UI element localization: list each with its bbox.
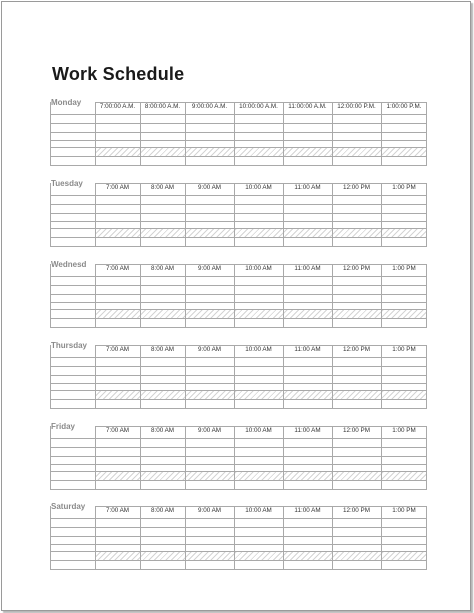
time-slot-header: 9:00 AM	[197, 184, 222, 191]
grid-column-line	[50, 264, 51, 328]
time-slot-header: 7:00 AM	[105, 346, 130, 353]
grid-row-line	[50, 156, 427, 157]
grid-row-line	[50, 237, 427, 238]
day-section-wednesd	[50, 260, 427, 328]
schedule-page	[1, 1, 471, 611]
grid-row-line	[50, 489, 427, 490]
day-section-saturday	[50, 502, 427, 570]
grid-row-line	[50, 390, 427, 391]
time-slot-header: 7:00:00 A.M.	[99, 103, 136, 110]
grid-row-line	[50, 471, 427, 472]
time-slot-header: 12:00 PM	[343, 346, 370, 353]
grid-row-line	[50, 456, 427, 457]
time-slot-header: 1:00 PM	[392, 507, 416, 514]
time-slot-header: 11:00:00 A.M.	[288, 103, 327, 110]
schedule-grid	[50, 426, 427, 490]
time-slot-header: 10:00 AM	[245, 265, 272, 272]
grid-row-line	[50, 551, 427, 552]
grid-row-line	[50, 560, 427, 561]
grid-row-line	[50, 114, 427, 115]
grid-column-line	[50, 102, 51, 166]
grid-row-line	[50, 447, 427, 448]
time-slot-header: 10:00 AM	[245, 184, 272, 191]
time-slot-header: 7:00 AM	[105, 265, 130, 272]
grid-row-line	[50, 357, 427, 358]
grid-row-line	[50, 302, 427, 303]
grid-row-line	[50, 366, 427, 367]
time-slot-header: 12:00 PM	[343, 265, 370, 272]
schedule-grid	[50, 102, 427, 166]
break-row-hatch	[95, 390, 427, 399]
grid-row-line	[50, 213, 427, 214]
time-slot-header: 9:00 AM	[197, 265, 222, 272]
time-slot-header: 1:00 PM	[392, 265, 416, 272]
break-row-hatch	[95, 471, 427, 480]
grid-row-line	[50, 408, 427, 409]
grid-row-line	[50, 527, 427, 528]
grid-row-line	[50, 480, 427, 481]
time-slot-header: 11:00 AM	[294, 507, 321, 514]
schedule-grid	[50, 264, 427, 328]
day-label: Monday	[51, 98, 82, 107]
time-slot-header: 11:00 AM	[294, 184, 321, 191]
grid-row-line	[50, 285, 427, 286]
time-slot-header: 1:00 PM	[392, 346, 416, 353]
time-slot-header: 7:00 AM	[105, 184, 130, 191]
day-label: Friday	[51, 422, 76, 431]
page-title: Work Schedule	[52, 64, 185, 84]
day-label: Wednesd	[51, 260, 87, 269]
grid-row-line	[50, 276, 427, 277]
grid-row-line	[50, 518, 427, 519]
grid-row-line	[50, 309, 427, 310]
grid-row-line	[50, 204, 427, 205]
time-slot-header: 10:00:00 A.M.	[239, 103, 278, 110]
grid-column-line	[50, 506, 51, 570]
break-row-hatch	[95, 309, 427, 318]
day-section-thursday	[50, 341, 427, 409]
schedule-grid	[50, 345, 427, 409]
grid-row-line	[50, 123, 427, 124]
break-row-hatch	[95, 147, 427, 156]
time-slot-header: 9:00 AM	[197, 507, 222, 514]
time-slot-header: 9:00 AM	[197, 346, 222, 353]
time-slot-header: 11:00 AM	[294, 346, 321, 353]
grid-row-line	[50, 375, 427, 376]
time-slot-header: 12:00:00 P.M.	[337, 103, 376, 110]
time-slot-header: 1:00 PM	[392, 184, 416, 191]
time-slot-header: 12:00 PM	[343, 507, 370, 514]
grid-row-line	[50, 438, 427, 439]
time-slot-header: 8:00 AM	[150, 427, 175, 434]
time-slot-header: 7:00 AM	[105, 427, 130, 434]
grid-row-line	[50, 536, 427, 537]
time-slot-header: 8:00 AM	[150, 184, 175, 191]
grid-row-line	[50, 327, 427, 328]
day-section-tuesday	[50, 179, 427, 247]
grid-row-line	[50, 383, 427, 384]
grid-row-line	[50, 399, 427, 400]
time-slot-header: 8:00:00 A.M.	[144, 103, 181, 110]
time-slot-header: 11:00 AM	[294, 265, 321, 272]
day-label: Thursday	[51, 341, 88, 350]
grid-row-line	[50, 246, 427, 247]
time-slot-header: 8:00 AM	[150, 265, 175, 272]
day-label: Tuesday	[51, 179, 83, 188]
day-section-friday	[50, 422, 427, 490]
time-slot-header: 7:00 AM	[105, 507, 130, 514]
grid-row-line	[50, 544, 427, 545]
time-slot-header: 10:00 AM	[245, 346, 272, 353]
grid-column-line	[50, 345, 51, 409]
grid-row-line	[50, 165, 427, 166]
time-slot-header: 12:00 PM	[343, 427, 370, 434]
schedule-grid	[50, 506, 427, 570]
grid-row-line	[50, 464, 427, 465]
grid-row-line	[50, 318, 427, 319]
time-slot-header: 9:00 AM	[197, 427, 222, 434]
day-section-monday	[50, 98, 427, 166]
grid-row-line	[50, 140, 427, 141]
grid-row-line	[50, 294, 427, 295]
day-label: Saturday	[51, 502, 86, 511]
time-slot-header: 12:00 PM	[343, 184, 370, 191]
time-slot-header: 11:00 AM	[294, 427, 321, 434]
time-slot-header: 10:00 AM	[245, 427, 272, 434]
break-row-hatch	[95, 228, 427, 237]
schedule-grid	[50, 183, 427, 247]
time-slot-header: 1:00 PM	[392, 427, 416, 434]
grid-row-line	[50, 147, 427, 148]
time-slot-header: 10:00 AM	[245, 507, 272, 514]
time-slot-header: 9:00:00 A.M.	[191, 103, 228, 110]
grid-column-line	[50, 183, 51, 247]
break-row-hatch	[95, 551, 427, 560]
time-slot-header: 1:00:00 P.M.	[386, 103, 422, 110]
grid-row-line	[50, 221, 427, 222]
grid-row-line	[50, 132, 427, 133]
grid-row-line	[50, 228, 427, 229]
time-slot-header: 8:00 AM	[150, 507, 175, 514]
grid-row-line	[50, 195, 427, 196]
grid-column-line	[50, 426, 51, 490]
time-slot-header: 8:00 AM	[150, 346, 175, 353]
grid-row-line	[50, 569, 427, 570]
